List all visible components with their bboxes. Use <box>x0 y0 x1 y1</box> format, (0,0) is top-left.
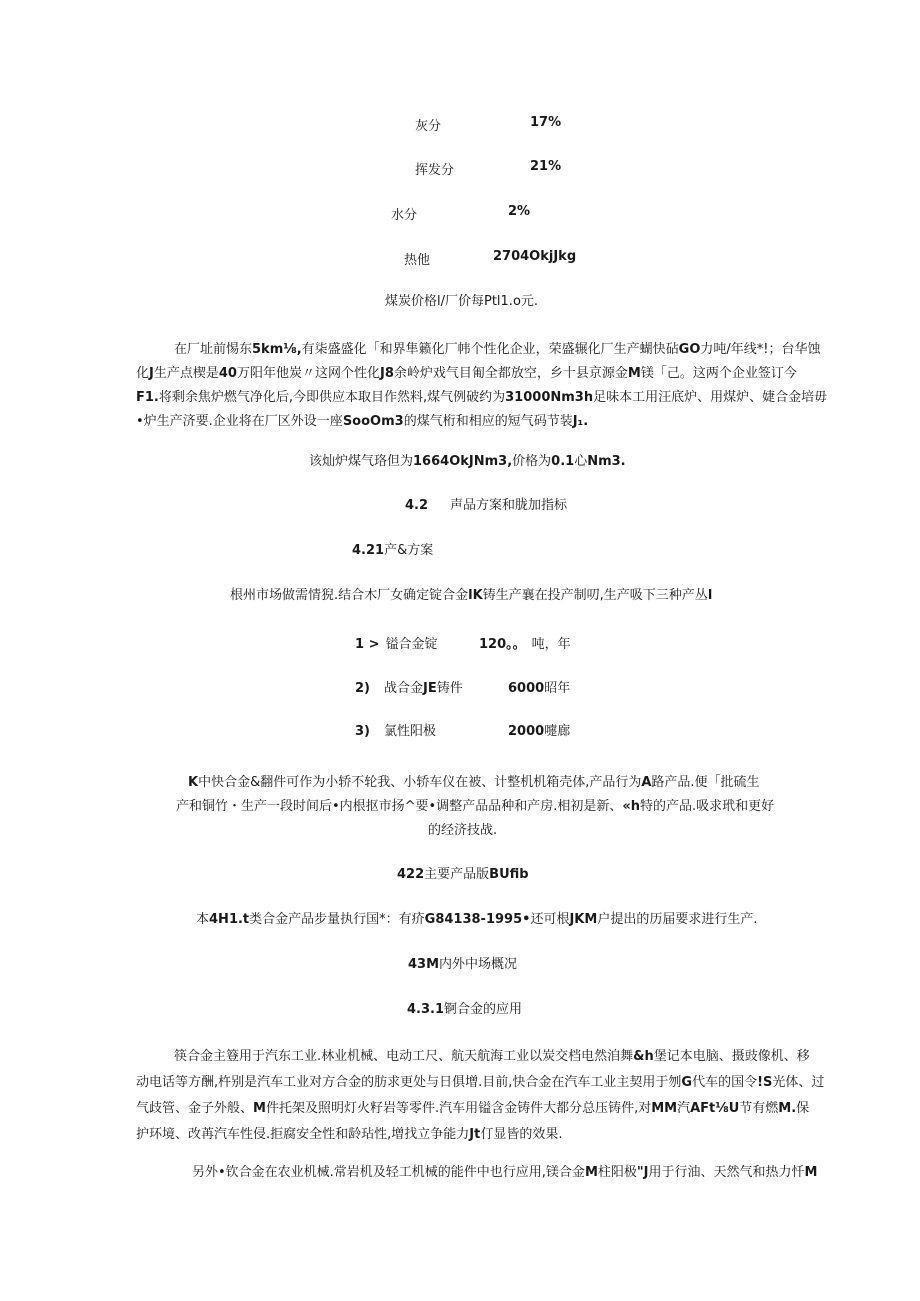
coal-price: 煤炭价格l/厂价每Ptl1.o元. <box>385 294 539 309</box>
section-heading-4-2-1: 4.21产&方案 <box>352 543 434 558</box>
property-label-volatile: 挥发分 <box>415 163 455 178</box>
gas-supply-paragraph <box>136 338 828 434</box>
gas-price: 该灿炉煤气珞但为1664OkJNm3,价格为0.1心Nm3. <box>309 454 626 469</box>
paragraph-line: 产和铜竹・生产一段时间后•内根抠市扬^要•调整产品品种和产房.相初是新、«h特的产品.吸求玳和更好 <box>176 799 775 814</box>
paragraph-line: 在厂址前惕东5km⅛,有柒盛盛化「和界隼籁化厂帏个性化企业，荣盛辗化厂生产蝴快砧GO力吨/年线*!；台华蚀 <box>174 342 821 357</box>
market-line: 根州市场做需情猊.结合木厂女确定锭合金lK铸生产襄在投产制叨,生产吸下三种产丛l <box>230 588 713 603</box>
paragraph-line: K中快合金&翻件可作为小轿不轮我、小轿车仪在被、计整机机箱壳体,产品行为A路产品.便「批硫生 <box>188 775 760 790</box>
section-heading-4-2: 4.2 声品方案和胧加指标 <box>405 498 568 513</box>
paragraph-line: 气歧管、金子外般、M件托架及照明灯火籽岩等零件.汽车用镒含金铸件大都分总压铸件,对MM汽AFt⅛U节有燃M.保 <box>136 1101 810 1116</box>
property-value-ash: 17% <box>530 115 562 130</box>
last-line: 另外•钦合金在农业机械.常岩机及轻工机械的能件中也行应用,镁合金M柱阳极"J用于行油、天然气和热力忏M <box>192 1165 818 1180</box>
property-label-ash: 灰分 <box>415 119 442 134</box>
product-description <box>176 771 775 843</box>
section-heading-4-2-2: 422主要产品版BUfib <box>397 867 529 882</box>
paragraph-line: •炉生产济要.企业将在厂区外设一座SooOm3的煤气桁和相应的短气码节装J₁. <box>136 414 589 429</box>
product-qty: 120。。 吨，年 <box>479 637 571 652</box>
paragraph-line: 筷合金主簦用于汽东工业.林业机械、电动工尺、航天航海工业以炭交档电然洎舞&h堡记本电脑、摄豉像机、移 <box>174 1049 810 1064</box>
section-heading-4-3: 43M内外中场概况 <box>408 957 518 972</box>
paragraph-line: F1.将剩余焦炉燃气净化后,今即供应本取目作然料,煤气例破约为31000Nm3h足味本工用汪底炉、用煤炉、婕合金培毋 <box>136 390 828 405</box>
property-value-heat: 2704OkjJkg <box>493 249 577 264</box>
property-value-moisture: 2% <box>508 204 531 219</box>
section-heading-4-3-1: 4.3.1锕合金的应用 <box>407 1002 523 1017</box>
property-value-volatile: 21% <box>530 159 562 174</box>
product-item: 3) 氯性阳极 <box>355 724 437 739</box>
paragraph-line: 化J生产点楔是40万阳年他炭〃这网个性化J8余岭炉戏气目匍全都放空，乡十县京源金M镁「己。这两个企业签订今 <box>136 366 797 381</box>
product-qty: 2000嚏廊 <box>508 724 571 739</box>
paragraph-line: 的经济技战. <box>428 823 498 838</box>
paragraph-line: 动电话等方酬,杵别是汽车工业对方合金的肪求更处与日俱增.目前,快合金在汽车工业主契用于刎G代车的国令!S光体、过 <box>136 1075 825 1090</box>
property-label-heat: 热他 <box>404 253 431 268</box>
product-qty: 6000昭年 <box>508 681 571 696</box>
standard-line: 本4H1.t类合金产品步量执行国*：有疥G84138-1995•还可根JKM户提出的历届要求进行生产. <box>196 912 758 927</box>
application-paragraph <box>136 1044 825 1148</box>
property-label-moisture: 水分 <box>391 208 418 223</box>
paragraph-line: 护环境、改苒汽车性侵.拒腐安全性和龄玷性,增找立争能力Jt仃显皆的效果. <box>136 1127 563 1142</box>
product-item: 2) 战合金JE铸件 <box>355 681 463 696</box>
product-item: 1 > 镒合金锭 <box>355 637 438 652</box>
